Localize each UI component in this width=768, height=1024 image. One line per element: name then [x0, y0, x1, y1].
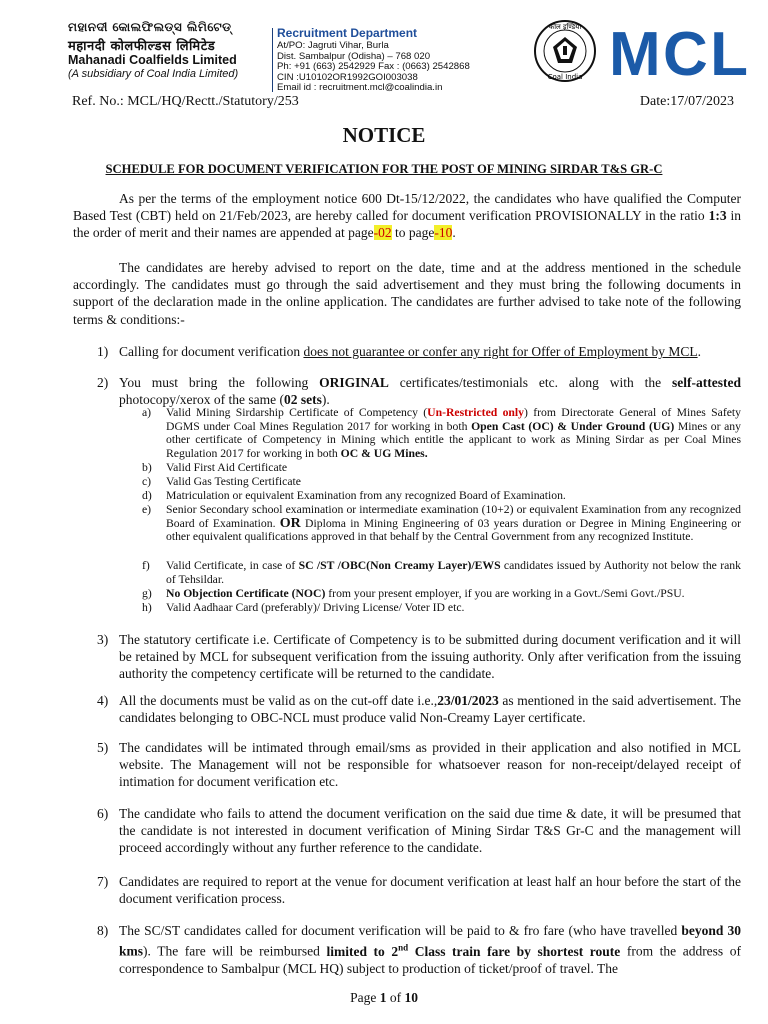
text-run: .	[452, 225, 456, 241]
list-item-7	[97, 873, 741, 907]
bold-text: self-attested	[672, 375, 741, 390]
sub-item-d	[142, 489, 741, 503]
company-name-odia: ମହାନଦୀ କୋଲଫିଲଡ୍ସ ଲିମିଟେଡ୍	[68, 20, 232, 34]
text-run: photocopy/xerox of the same (	[119, 392, 284, 408]
bold-text: Open Cast (OC) & Under Ground (UG)	[471, 419, 675, 433]
ratio-value: 1:3	[708, 208, 727, 224]
text-run: You must bring the following	[119, 375, 320, 390]
list-number: 2)	[97, 375, 109, 390]
text-run: from your present employer, if you are working in a Govt./Semi Govt./PSU.	[325, 587, 685, 600]
list-text: The candidate who fails to attend the document verification on the said due time & date, it will be presumed that the candidate is not interested in document verification of Mining Sirdar T&S Gr-C and the management will proceed accordingly without any further reference to the candidate.	[119, 806, 741, 856]
mcl-logo-icon	[607, 19, 747, 83]
sub-letter: g)	[142, 587, 152, 600]
text-run: Senior Secondary school examination or intermediate examination (10+2) or equivalent Examination from any recognized Board of Examination.	[166, 503, 741, 530]
seal-top-text: कोल इण्डिया	[548, 23, 582, 31]
text-run: ). The fare will be reimbursed	[143, 943, 327, 959]
footer-text: of	[386, 990, 405, 1005]
page-start-highlight: -02	[373, 225, 392, 241]
list-text: Candidates are required to report at the venue for document verification at least half an hour before the start of the document verification process.	[119, 874, 741, 907]
list-text: The candidates will be intimated through email/sms as provided in their application and also notified in MCL website. The Management will not be responsible for whatsoever reason for non-receipt/delayed receipt of intimation for document verification etc.	[119, 740, 741, 790]
sub-letter: a)	[142, 406, 152, 419]
sub-letter: h)	[142, 601, 152, 614]
sub-letter: d)	[142, 489, 152, 502]
coal-india-seal-icon	[533, 17, 597, 85]
list-item-1	[97, 343, 741, 360]
text-run: ).	[321, 392, 330, 408]
bold-text: OR	[279, 515, 301, 531]
list-text: The statutory certificate i.e. Certificate of Competency is to be submitted during document verification and it will be retained by MCL for subsequent verification from the issuing authority. Only after verification from the issuing authority the competency certificate will be returned to the candidate.	[119, 632, 741, 682]
current-page: 1	[379, 990, 387, 1005]
bold-text: 23/01/2023	[437, 693, 499, 708]
address-line: Dist. Sambalpur (Odisha) – 768 020	[277, 50, 431, 62]
text-run: .	[697, 344, 701, 359]
sub-item-a	[142, 406, 741, 460]
list-number: 4)	[97, 693, 109, 708]
list-item-8	[97, 922, 741, 977]
page-end-highlight: -10	[434, 225, 453, 241]
red-emphasis: Un-Restricted only	[427, 406, 525, 419]
bold-text: 02 sets	[283, 392, 322, 408]
list-number: 5)	[97, 740, 109, 755]
department-name: Recruitment Department	[277, 26, 418, 40]
bold-text: limited to 2	[326, 943, 399, 959]
text-run: Mines or any other certificate of Competency in Mining which entitle the applicant to work as Mining Sirdar as per Coal Mines Regulation 2017 for working in both	[166, 419, 741, 460]
sub-item-c	[142, 475, 741, 489]
underlined-text: does not guarantee or confer any right for Offer of Employment by MCL	[303, 344, 698, 359]
sub-text: Valid Aadhaar Card (preferably)/ Driving License/ Voter ID etc.	[166, 601, 465, 614]
sub-letter: e)	[142, 503, 152, 516]
sub-item-e	[142, 503, 741, 544]
sub-text: Valid Gas Testing Certificate	[166, 475, 301, 488]
sub-letter: b)	[142, 461, 152, 474]
text-run: candidates issued by Authority not below the rank of Tehsildar.	[166, 559, 741, 586]
address-line: CIN :U10102OR1992GOI003038	[277, 71, 418, 83]
list-number: 8)	[97, 923, 109, 938]
list-item-2	[97, 374, 741, 408]
superscript: nd	[398, 942, 409, 953]
text-run: The SC/ST candidates called for document verification will be paid to & fro fare (who have travelled	[119, 923, 682, 938]
address-block	[277, 26, 470, 94]
reference-number: Ref. No.: MCL/HQ/Rectt./Statutory/253	[72, 94, 299, 109]
company-name-english: Mahanadi Coalfields Limited	[68, 53, 237, 67]
intro-paragraph	[73, 190, 741, 242]
list-item-3	[97, 631, 741, 683]
company-name-hindi: महानदी कोलफील्डस लिमिटेड	[68, 39, 216, 54]
list-number: 3)	[97, 632, 109, 647]
text-run: Valid Mining Sirdarship Certificate of Competency (	[166, 406, 428, 419]
list-item-5	[97, 739, 741, 791]
bold-text: ORIGINAL	[319, 375, 389, 390]
address-line: At/PO: Jagruti Vihar, Burla	[277, 40, 389, 51]
text-run: As per the terms of the employment notice 600 Dt-15/12/2022, the candidates who have qualified the Computer Based Test (CBT) held on 21/Feb/2023, are hereby called for document verification PROVISIONALLY in the ratio	[73, 191, 741, 224]
text-run: ) from Directorate General of Mines Safety DGMS under Coal Mines Regulation 2017 for working in both	[166, 406, 741, 433]
sub-item-b	[142, 461, 741, 475]
list-item-6	[97, 805, 741, 857]
text-run: from the address of correspondence to Sambalpur (MCL HQ) subject to production of ticket/proof of travel. The	[119, 943, 741, 976]
address-line: Email id : recruitment.mcl@coalindia.in	[277, 82, 443, 93]
list-item-4	[97, 692, 741, 726]
seal-bottom-text: Coal India	[547, 73, 583, 81]
text-run: All the documents must be valid as on the cut-off date i.e.,	[119, 693, 438, 708]
list-number: 6)	[97, 806, 109, 821]
header-divider	[272, 28, 273, 92]
notice-subtitle: SCHEDULE FOR DOCUMENT VERIFICATION FOR THE POST OF MINING SIRDAR T&S GR-C	[105, 162, 663, 176]
total-pages: 10	[404, 990, 418, 1005]
sub-item-h	[142, 601, 741, 615]
sub-letter: f)	[142, 559, 150, 572]
bold-text: SC /ST /OBC(Non Creamy Layer)/EWS	[298, 559, 501, 572]
address-line: Ph: +91 (663) 2542929 Fax : (0663) 2542868	[277, 61, 470, 72]
page-title: NOTICE	[342, 123, 426, 147]
text-run: in the order of merit and their names are appended at page	[73, 208, 741, 241]
text-run: Calling for document verification	[119, 344, 304, 359]
bold-text: OC & UG Mines.	[340, 446, 428, 460]
bold-text: beyond 30 kms	[119, 923, 741, 959]
sub-letter: c)	[142, 475, 152, 488]
bold-text: Class train fare by shortest route	[408, 943, 621, 959]
sub-text: Valid First Aid Certificate	[166, 461, 288, 474]
text-run: Diploma in Mining Engineering of 03 years duration or Degree in Mining Engineering or other equivalent qualifications approved in that behalf by the Central Government from any recognized Institute.	[166, 516, 741, 544]
instructions-paragraph: The candidates are hereby advised to report on the date, time and at the address mentioned in the schedule accordingly. The candidates must go through the said advertisement and they must bring the following documents in support of the declaration made in the online application. The candidates are further advised to take note of the following terms & conditions:-	[73, 260, 741, 327]
list-number: 1)	[97, 344, 109, 359]
company-subsidiary-note: (A subsidiary of Coal India Limited)	[68, 68, 239, 80]
sub-text: Matriculation or equivalent Examination from any recognized Board of Examination.	[166, 489, 566, 502]
text-run: to page	[391, 225, 435, 241]
logo-text: MCL	[609, 20, 745, 83]
footer-text: Page	[350, 990, 380, 1005]
sub-item-g	[142, 587, 741, 601]
notice-date: Date:17/07/2023	[639, 94, 734, 109]
text-run: as mentioned in the said advertisement. The candidates belonging to OBC-NCL must produce valid Non-Creamy Layer certificate.	[119, 693, 741, 726]
page-footer	[0, 990, 768, 1006]
sub-item-f	[142, 559, 741, 586]
text-run: certificates/testimonials etc. along with the	[388, 375, 673, 390]
list-number: 7)	[97, 874, 109, 889]
bold-text: No Objection Certificate (NOC)	[166, 587, 326, 600]
text-run: Valid Certificate, in case of	[166, 559, 299, 572]
